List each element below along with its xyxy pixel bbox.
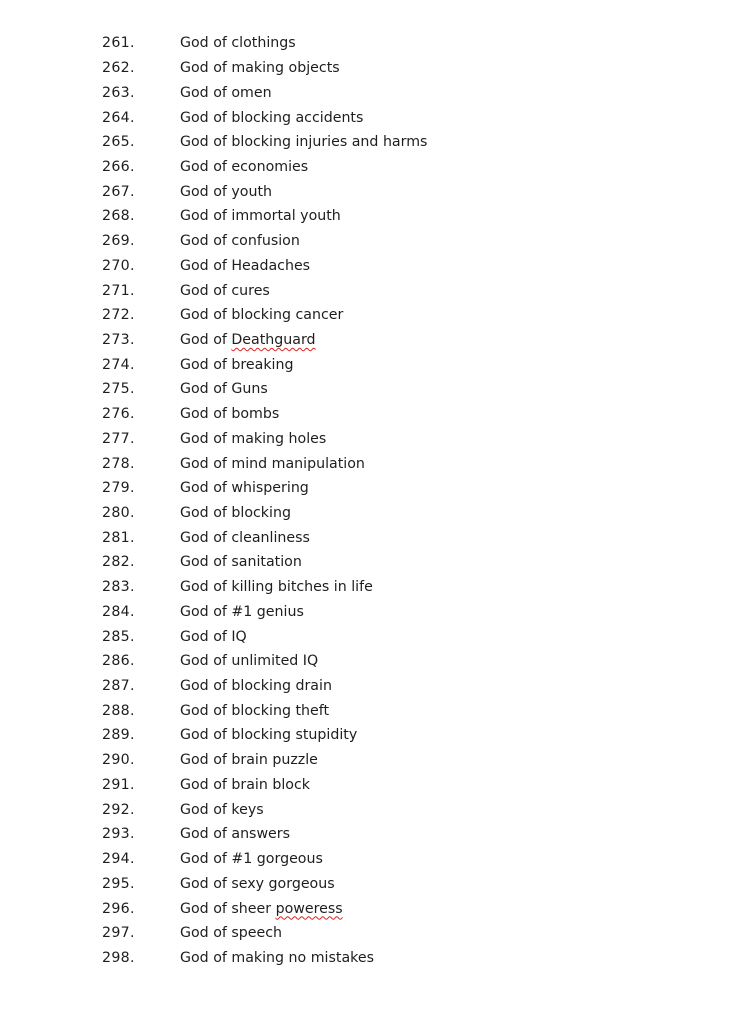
item-subject: youth	[231, 183, 272, 200]
item-number: 295.	[102, 875, 135, 892]
item-prefix: God of	[180, 875, 232, 892]
item-number: 298.	[102, 949, 135, 966]
item-prefix: God of	[180, 752, 232, 769]
item-prefix: God of	[180, 406, 232, 423]
item-number: 264.	[102, 109, 135, 126]
item-number: 284.	[102, 603, 135, 620]
item-number: 297.	[102, 925, 135, 942]
item-number: 277.	[102, 430, 135, 447]
item-prefix: God of	[180, 158, 232, 175]
list-item	[102, 525, 427, 550]
item-subject: whispering	[231, 480, 309, 497]
item-number: 289.	[102, 727, 135, 744]
item-subject: brain puzzle	[231, 752, 318, 769]
item-text	[180, 826, 290, 842]
item-number: 291.	[102, 776, 135, 793]
item-prefix: God of	[180, 628, 232, 645]
item-text	[180, 159, 308, 175]
item-text	[180, 876, 335, 892]
item-prefix: God of	[180, 307, 232, 324]
item-number: 290.	[102, 752, 135, 769]
list-item	[102, 377, 427, 402]
item-prefix: God of	[180, 356, 232, 373]
item-text	[180, 950, 374, 966]
list-item	[102, 550, 427, 575]
item-prefix: God of	[180, 480, 232, 497]
item-text	[180, 727, 357, 743]
list-item	[102, 822, 427, 847]
item-subject: mind manipulation	[231, 455, 365, 472]
item-prefix: God of	[180, 949, 232, 966]
item-number: 283.	[102, 579, 135, 596]
list-item	[102, 921, 427, 946]
list-item	[102, 501, 427, 526]
item-text	[180, 110, 363, 126]
list-item	[102, 31, 427, 56]
item-text	[180, 703, 329, 719]
item-text	[180, 604, 304, 620]
item-prefix: God of	[180, 554, 232, 571]
list-item	[102, 748, 427, 773]
list-item	[102, 797, 427, 822]
item-subject: breaking	[231, 356, 294, 373]
item-prefix: God of	[180, 826, 232, 843]
item-prefix: God of	[180, 579, 232, 596]
item-subject: making holes	[231, 430, 327, 447]
item-subject: #1 gorgeous	[231, 851, 323, 868]
item-number: 287.	[102, 678, 135, 695]
item-text	[180, 258, 310, 274]
item-number: 278.	[102, 455, 135, 472]
item-number: 279.	[102, 480, 135, 497]
list-item	[102, 649, 427, 674]
item-prefix: God of	[180, 925, 232, 942]
item-subject: clothings	[231, 35, 296, 52]
list-item	[102, 229, 427, 254]
list-item	[102, 328, 427, 353]
item-text	[180, 35, 296, 51]
item-prefix: God of	[180, 282, 232, 299]
item-prefix: God of	[180, 331, 232, 348]
item-text	[180, 554, 302, 570]
item-text	[180, 456, 365, 472]
item-subject: speech	[231, 925, 283, 942]
item-text	[180, 851, 323, 867]
item-number: 267.	[102, 183, 135, 200]
item-text	[180, 629, 247, 645]
item-text	[180, 752, 318, 768]
item-text	[180, 406, 279, 422]
item-text	[180, 678, 332, 694]
item-subject: killing bitches in life	[231, 579, 373, 596]
item-text	[180, 505, 291, 521]
item-prefix: God of	[180, 60, 232, 77]
item-number: 262.	[102, 60, 135, 77]
item-number: 273.	[102, 331, 135, 348]
item-prefix: God of	[180, 678, 232, 695]
list-item	[102, 600, 427, 625]
item-prefix: God of	[180, 109, 232, 126]
item-number: 266.	[102, 158, 135, 175]
item-subject: making objects	[231, 60, 340, 77]
item-subject: unlimited IQ	[231, 653, 319, 670]
item-text	[180, 653, 318, 669]
item-subject: blocking accidents	[231, 109, 364, 126]
list-item	[102, 278, 427, 303]
item-text	[180, 431, 326, 447]
item-text	[180, 208, 341, 224]
item-subject: blocking injuries and harms	[231, 134, 428, 151]
item-number: 296.	[102, 900, 135, 917]
item-prefix: God of	[180, 84, 232, 101]
item-subject: cleanliness	[231, 529, 310, 546]
item-number: 263.	[102, 84, 135, 101]
item-prefix: God of	[180, 183, 232, 200]
item-prefix: God of	[180, 134, 232, 151]
item-subject: making no mistakes	[231, 949, 374, 966]
item-prefix: God of	[180, 381, 232, 398]
item-number: 280.	[102, 505, 135, 522]
item-text	[180, 233, 300, 249]
item-subject: keys	[231, 801, 264, 818]
item-subject: #1 genius	[231, 603, 304, 620]
item-subject: sanitation	[231, 554, 302, 571]
item-number: 271.	[102, 282, 135, 299]
item-prefix: God of	[180, 776, 232, 793]
list-item	[102, 847, 427, 872]
item-text	[180, 925, 282, 941]
item-prefix: God of	[180, 702, 232, 719]
list-item	[102, 204, 427, 229]
item-number: 268.	[102, 208, 135, 225]
item-text	[180, 381, 268, 397]
item-subject: sexy gorgeous	[231, 875, 335, 892]
list-item	[102, 624, 427, 649]
item-text	[180, 332, 316, 348]
item-prefix: God of	[180, 653, 232, 670]
item-text	[180, 901, 343, 917]
item-number: 294.	[102, 851, 135, 868]
item-subject-misspelled[interactable]: Deathguard	[231, 331, 316, 348]
item-prefix: God of	[180, 603, 232, 620]
item-prefix: God of	[180, 505, 232, 522]
item-number: 275.	[102, 381, 135, 398]
item-subject: immortal youth	[231, 208, 341, 225]
item-number: 292.	[102, 801, 135, 818]
item-prefix: God of	[180, 35, 232, 52]
item-subject: answers	[231, 826, 291, 843]
item-prefix: God of	[180, 430, 232, 447]
item-text	[180, 579, 373, 595]
item-number: 272.	[102, 307, 135, 324]
item-text	[180, 357, 293, 373]
item-number: 270.	[102, 257, 135, 274]
list-item	[102, 155, 427, 180]
list-item	[102, 723, 427, 748]
list-item	[102, 575, 427, 600]
item-text	[180, 777, 310, 793]
item-number: 261.	[102, 35, 135, 52]
item-subject: Headaches	[231, 257, 311, 274]
numbered-list	[102, 31, 427, 970]
list-item	[102, 946, 427, 971]
item-subject: cures	[231, 282, 270, 299]
item-number: 274.	[102, 356, 135, 373]
list-item	[102, 674, 427, 699]
list-item	[102, 896, 427, 921]
list-item	[102, 427, 427, 452]
item-text	[180, 85, 272, 101]
item-prefix: God of	[180, 233, 232, 250]
item-text	[180, 480, 309, 496]
item-text	[180, 307, 343, 323]
item-prefix: God of	[180, 529, 232, 546]
item-number: 293.	[102, 826, 135, 843]
item-text	[180, 530, 310, 546]
item-subject: bombs	[231, 406, 280, 423]
item-text	[180, 60, 340, 76]
item-subject: omen	[231, 84, 272, 101]
list-item	[102, 476, 427, 501]
list-item	[102, 56, 427, 81]
list-item	[102, 253, 427, 278]
item-prefix: God of	[180, 257, 232, 274]
list-item	[102, 105, 427, 130]
list-item	[102, 773, 427, 798]
item-text	[180, 283, 270, 299]
item-prefix: God of	[180, 801, 232, 818]
item-subject: economies	[231, 158, 309, 175]
list-item	[102, 402, 427, 427]
item-number: 281.	[102, 529, 135, 546]
item-number: 285.	[102, 628, 135, 645]
item-prefix: God of sheer	[180, 900, 276, 917]
list-item	[102, 130, 427, 155]
item-prefix: God of	[180, 208, 232, 225]
item-subject: blocking cancer	[231, 307, 344, 324]
list-item	[102, 179, 427, 204]
item-subject: blocking	[231, 505, 291, 522]
list-item	[102, 451, 427, 476]
item-subject: blocking theft	[231, 702, 330, 719]
list-item	[102, 871, 427, 896]
item-number: 265.	[102, 134, 135, 151]
item-prefix: God of	[180, 727, 232, 744]
list-item	[102, 698, 427, 723]
item-subject: blocking stupidity	[231, 727, 358, 744]
item-number: 269.	[102, 233, 135, 250]
item-prefix: God of	[180, 851, 232, 868]
item-subject: IQ	[231, 628, 247, 645]
item-number: 286.	[102, 653, 135, 670]
item-prefix: God of	[180, 455, 232, 472]
item-text	[180, 184, 272, 200]
item-number: 276.	[102, 406, 135, 423]
item-number: 288.	[102, 702, 135, 719]
list-item	[102, 352, 427, 377]
item-number: 282.	[102, 554, 135, 571]
item-subject: blocking drain	[231, 678, 332, 695]
item-subject: confusion	[231, 233, 300, 250]
item-subject: Guns	[231, 381, 268, 398]
item-text	[180, 802, 264, 818]
item-text	[180, 134, 427, 150]
item-subject-misspelled[interactable]: poweress	[275, 900, 343, 917]
list-item	[102, 80, 427, 105]
item-subject: brain block	[231, 776, 310, 793]
list-item	[102, 303, 427, 328]
